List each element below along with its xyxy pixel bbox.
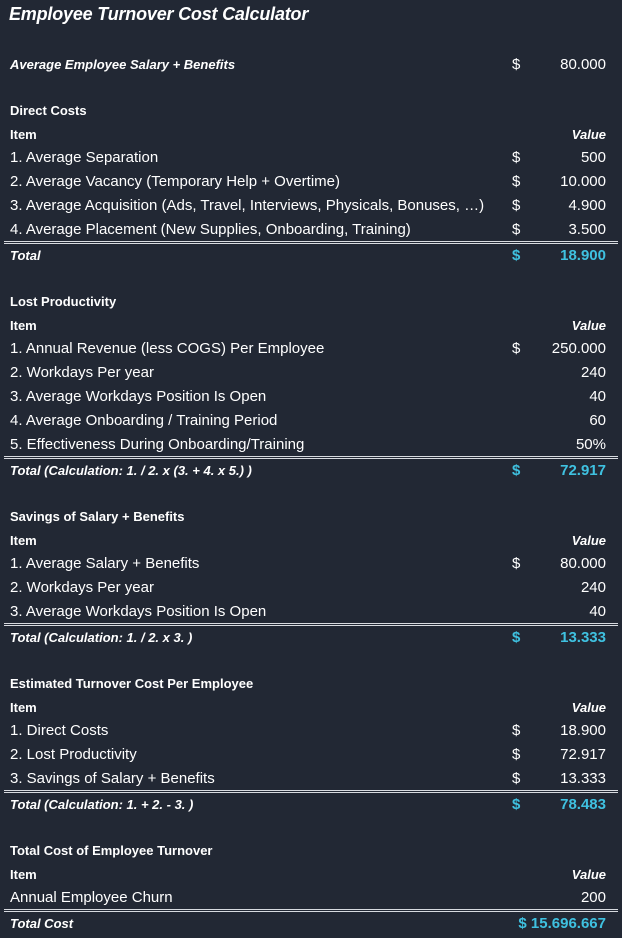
table-row xyxy=(0,743,622,767)
currency-symbol: $ xyxy=(512,221,521,238)
row-label: 3. Average Workdays Position Is Open xyxy=(10,603,267,620)
table-row xyxy=(0,409,622,433)
lost-header-row xyxy=(0,314,622,338)
total-value: 13.333 xyxy=(560,629,606,646)
currency-symbol: $ xyxy=(512,555,521,572)
lost-total-row xyxy=(0,459,622,483)
currency-symbol: $ xyxy=(512,746,521,763)
row-label: 2. Workdays Per year xyxy=(10,579,154,596)
item-header: Item xyxy=(10,700,37,715)
direct-total-row xyxy=(0,244,622,268)
row-value[interactable]: 250.000 xyxy=(551,340,606,357)
table-row xyxy=(0,385,622,409)
table-row xyxy=(0,361,622,385)
row-value[interactable]: 80.000 xyxy=(560,555,606,572)
table-row xyxy=(0,576,622,600)
currency-symbol: $ xyxy=(512,770,521,787)
total-value: 18.900 xyxy=(560,247,606,264)
total-header-row xyxy=(0,863,622,887)
row-label: 2. Lost Productivity xyxy=(10,746,137,763)
row-label: 3. Savings of Salary + Benefits xyxy=(10,770,215,787)
estimated-total-row xyxy=(0,793,622,817)
currency-symbol: $ xyxy=(512,56,521,73)
row-value[interactable]: 3.500 xyxy=(568,221,606,238)
value-header: Value xyxy=(571,127,606,142)
row-value: 13.333 xyxy=(560,770,606,787)
section-heading: Direct Costs xyxy=(10,103,87,118)
row-label: 5. Effectiveness During Onboarding/Training xyxy=(10,436,305,453)
row-label: 1. Direct Costs xyxy=(10,722,109,739)
salary-value[interactable]: 80.000 xyxy=(560,56,606,73)
total-label: Total (Calculation: 1. + 2. - 3. ) xyxy=(10,797,194,812)
savings-header-row xyxy=(0,529,622,553)
direct-header-row xyxy=(0,123,622,147)
row-label: 4. Average Onboarding / Training Period xyxy=(10,412,278,429)
savings-heading-row xyxy=(0,505,622,529)
total-label: Total xyxy=(10,248,41,263)
row-label: 1. Average Salary + Benefits xyxy=(10,555,200,572)
total-label: Total (Calculation: 1. / 2. x (3. + 4. x 5.) ) xyxy=(10,463,252,478)
lost-heading-row xyxy=(0,290,622,314)
row-label: 4. Average Placement (New Supplies, Onboarding, Training) xyxy=(10,221,411,238)
row-value[interactable]: 500 xyxy=(580,149,606,166)
total-label: Total Cost xyxy=(10,916,74,931)
section-heading: Lost Productivity xyxy=(10,294,117,309)
currency-symbol: $ xyxy=(512,149,521,166)
value-header: Value xyxy=(571,867,606,882)
row-label: 1. Average Separation xyxy=(10,149,159,166)
table-row xyxy=(0,194,622,218)
row-value: 72.917 xyxy=(560,746,606,763)
row-label: 2. Average Vacancy (Temporary Help + Overtime) xyxy=(10,173,340,190)
row-value[interactable]: 240 xyxy=(580,364,606,381)
row-label: 3. Average Workdays Position Is Open xyxy=(10,388,267,405)
table-row xyxy=(0,146,622,170)
currency-symbol: $ xyxy=(512,247,521,264)
salary-label: Average Employee Salary + Benefits xyxy=(10,57,236,72)
row-value[interactable]: 10.000 xyxy=(560,173,606,190)
row-value[interactable]: 40 xyxy=(589,603,606,620)
total-heading-row xyxy=(0,839,622,863)
currency-symbol: $ xyxy=(512,722,521,739)
item-header: Item xyxy=(10,533,37,548)
row-value[interactable]: 4.900 xyxy=(568,197,606,214)
total-value: 72.917 xyxy=(560,462,606,479)
row-value[interactable]: 40 xyxy=(589,388,606,405)
row-label: 1. Annual Revenue (less COGS) Per Employee xyxy=(10,340,325,357)
table-row xyxy=(0,719,622,743)
table-row xyxy=(0,552,622,576)
row-value[interactable]: 60 xyxy=(589,412,606,429)
value-header: Value xyxy=(571,700,606,715)
savings-total-row xyxy=(0,626,622,650)
churn-value[interactable]: 200 xyxy=(580,889,606,906)
table-row xyxy=(0,433,622,457)
section-heading: Total Cost of Employee Turnover xyxy=(10,843,213,858)
section-heading: Estimated Turnover Cost Per Employee xyxy=(10,676,254,691)
item-header: Item xyxy=(10,867,37,882)
item-header: Item xyxy=(10,318,37,333)
currency-symbol: $ xyxy=(512,340,521,357)
grand-total-row xyxy=(0,912,622,936)
grand-total-value: $ 15.696.667 xyxy=(518,915,606,932)
table-row xyxy=(0,218,622,242)
table-row xyxy=(0,337,622,361)
salary-row xyxy=(0,53,622,77)
table-row xyxy=(0,170,622,194)
total-value: 78.483 xyxy=(560,796,606,813)
direct-heading-row xyxy=(0,99,622,123)
page-title: Employee Turnover Cost Calculator xyxy=(9,4,309,24)
table-row xyxy=(0,600,622,624)
table-row xyxy=(0,886,622,910)
currency-symbol: $ xyxy=(512,197,521,214)
table-row xyxy=(0,767,622,791)
row-label: 3. Average Acquisition (Ads, Travel, Interviews, Physicals, Bonuses, …) xyxy=(10,197,485,214)
value-header: Value xyxy=(571,318,606,333)
value-header: Value xyxy=(571,533,606,548)
section-heading: Savings of Salary + Benefits xyxy=(10,509,185,524)
row-label: 2. Workdays Per year xyxy=(10,364,154,381)
currency-symbol: $ xyxy=(512,629,521,646)
currency-symbol: $ xyxy=(512,173,521,190)
estimated-header-row xyxy=(0,696,622,720)
row-value: 18.900 xyxy=(560,722,606,739)
item-header: Item xyxy=(10,127,37,142)
currency-symbol: $ xyxy=(512,462,521,479)
row-value[interactable]: 50% xyxy=(575,436,606,453)
total-label: Total (Calculation: 1. / 2. x 3. ) xyxy=(10,630,193,645)
currency-symbol: $ xyxy=(512,796,521,813)
churn-label: Annual Employee Churn xyxy=(10,889,173,906)
row-value[interactable]: 240 xyxy=(580,579,606,596)
estimated-heading-row xyxy=(0,672,622,696)
